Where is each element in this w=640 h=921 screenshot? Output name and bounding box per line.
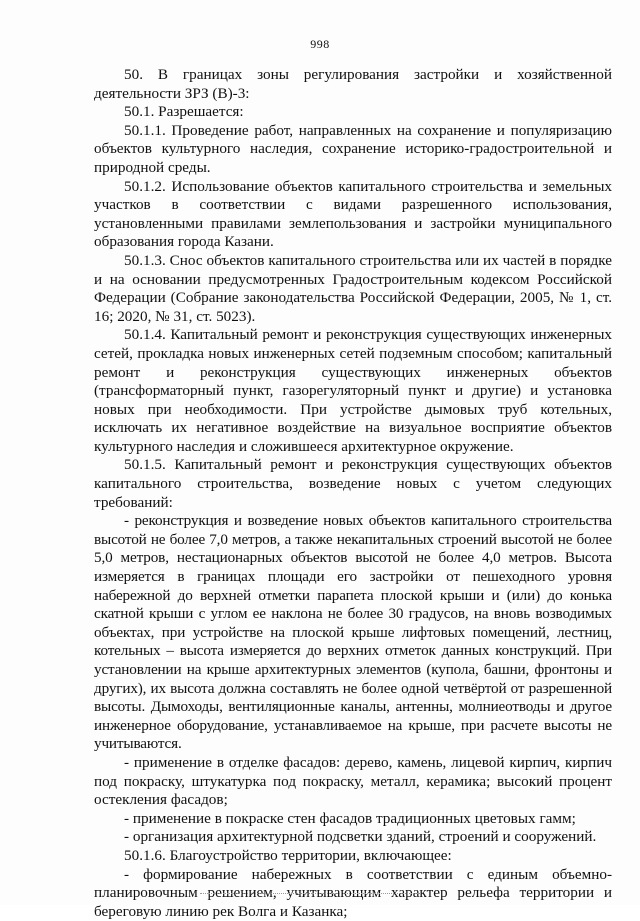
list-item-height-requirements: - реконструкция и возведение новых объектов капитального строительства высотой не более 7,0 метров, а также некапитальных строений высотой не более 5,0 метров, нестационарных объектов высотой не более 4,0 метров. Высота измеряется в границах площади его застройки от пешеходного уровня набережной до верхней отметки парапета плоской крыши и (или) до конька скатной крыши с углом ее наклона не более 30 градусов, на вновь возводимых объектах, при устройстве на плоской крыше лифтовых помещений, лестниц, котельных – высота измеряется до верхних отметок данных конструкций. При установлении на крыше архитектурных элементов (купола, башни, фронтоны и других), их высота должна составлять не более одной четвёртой от разрешенной высоты. Дымоходы, вентиляционные каналы, антенны, молниеотводы и другое инженерное оборудование, устанавливаемое на крыше, при расчете высоты не учитываются. xyxy=(94,512,612,753)
paragraph-50-1-4: 50.1.4. Капитальный ремонт и реконструкция существующих инженерных сетей, прокладка новых инженерных сетей подземным способом; капитальный ремонт и реконструкция существующих инженерных объектов (трансформаторный пункт, газорегуляторный пункт и другие) и установка новых при необходимости. При устройстве дымовых труб котельных, исключать их негативное воздействие на визуальное восприятие объектов культурного наследия и сложившееся архитектурное окружение. xyxy=(94,326,612,455)
document-body xyxy=(94,66,612,921)
paragraph-50-1-6: 50.1.6. Благоустройство территории, включающее: xyxy=(124,846,452,864)
paragraph-50: 50. В границах зоны регулирования застройки и хозяйственной деятельности ЗРЗ (В)-3: xyxy=(94,66,612,102)
list-item-facade-colors: - применение в покраске стен фасадов традиционных цветовых гамм; xyxy=(124,809,576,827)
paragraph-50-1-3: 50.1.3. Снос объектов капитального строительства или их частей в порядке и на основании предусмотренных Градостроительным кодексом Российской Федерации (Собрание законодательства Российской Федерации, 2005, № 1, ст. 16; 2020, № 31, ст. 5023). xyxy=(94,251,612,325)
list-item-lighting: - организация архитектурной подсветки зданий, строений и сооружений. xyxy=(124,828,597,846)
paragraph-50-1-1: 50.1.1. Проведение работ, направленных на сохранение и популяризацию объектов культурного наследия, сохранение историко-градостроительной и природной среды. xyxy=(94,121,612,176)
paragraph-50-1-2: 50.1.2. Использование объектов капитального строительства и земельных участков в соответствии с видами разрешенного использования, установленными правилами землепользования и застройки муниципального образования города Казани. xyxy=(94,177,612,251)
list-item-embankments: - формирование набережных в соответствии с единым объемно-планировочным решением, учитывающим характер рельефа территории и береговую линию рек Волга и Казанка; xyxy=(94,865,612,920)
page-number: 998 xyxy=(310,37,330,51)
list-item-facade-finishing: - применение в отделке фасадов: дерево, камень, лицевой кирпич, кирпич под покраску, штукатурка под покраску, металл, керамика; высокий процент остекления фасадов; xyxy=(94,753,612,809)
paragraph-50-1-5: 50.1.5. Капитальный ремонт и реконструкция существующих объектов капитального строительства, возведение новых с учетом следующих требований: xyxy=(94,456,612,511)
page-edge-mark xyxy=(200,893,420,904)
paragraph-50-1: 50.1. Разрешается: xyxy=(124,103,244,121)
